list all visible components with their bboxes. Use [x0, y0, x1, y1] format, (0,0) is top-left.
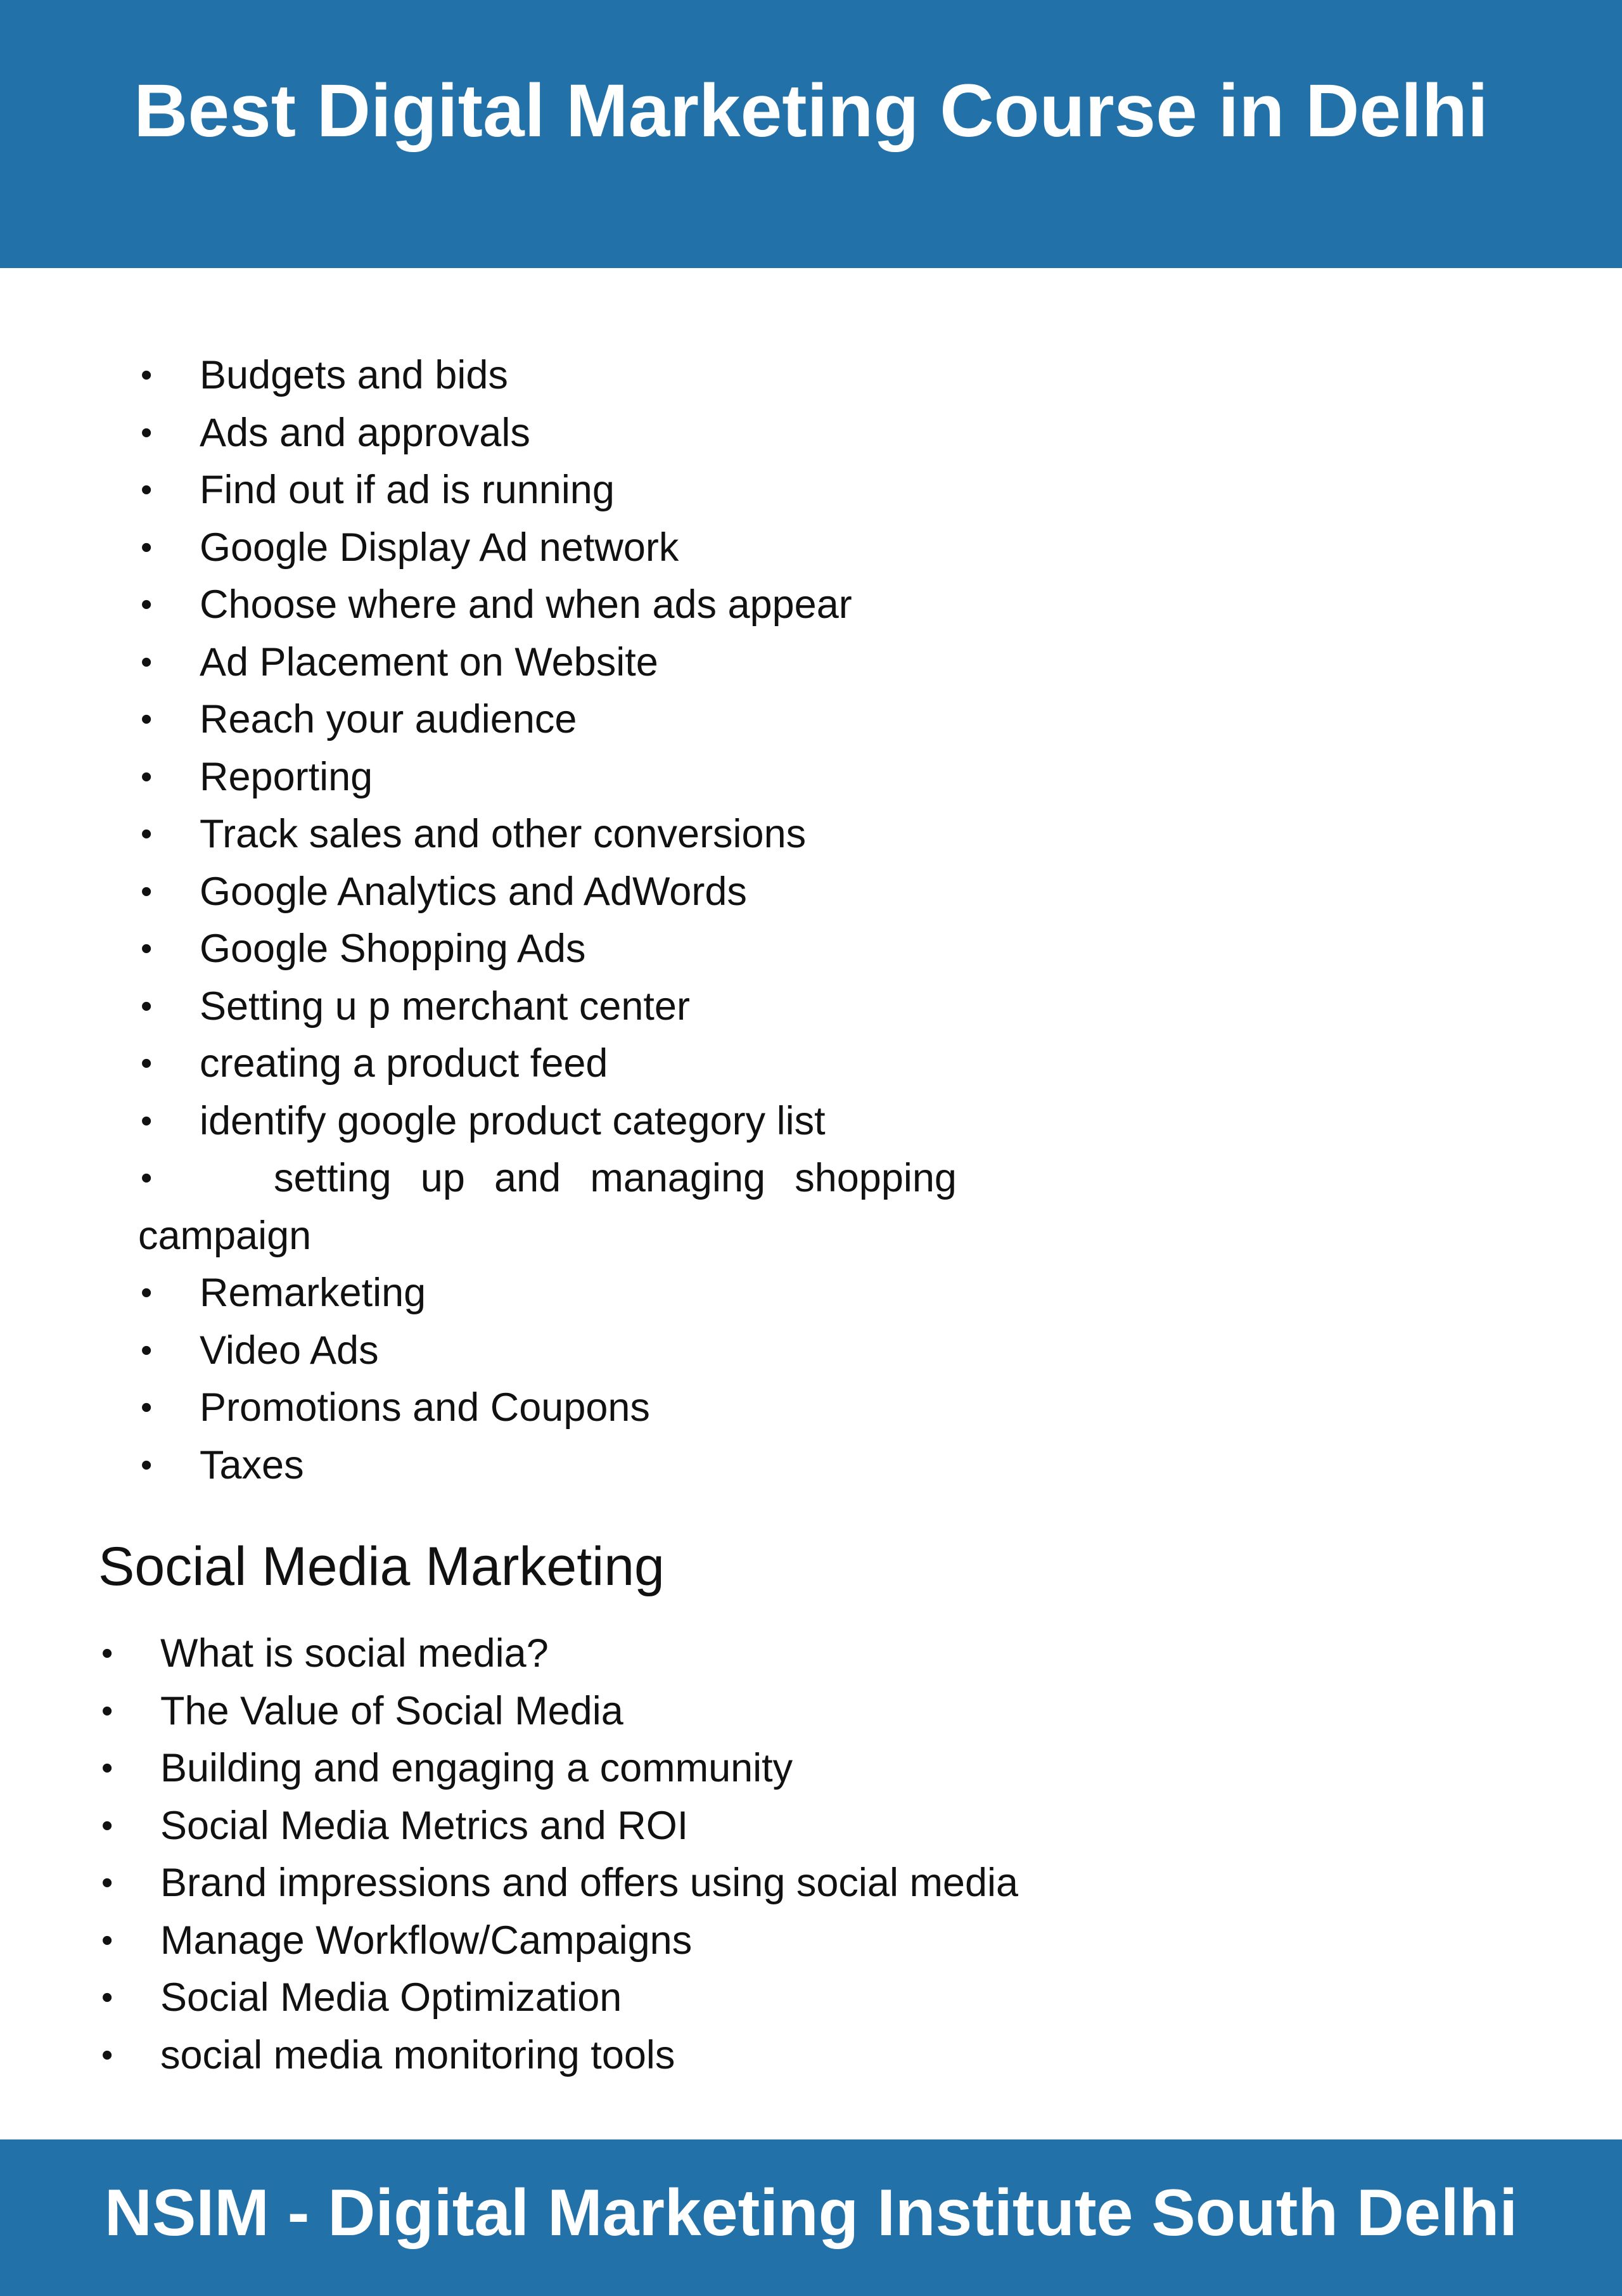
list-item: [0, 347, 1622, 404]
bullet-icon: •: [101, 2036, 113, 2074]
list-item-text: identify google product category list: [200, 1098, 826, 1143]
list-item: [0, 1683, 1622, 1740]
bullet-icon: •: [101, 1864, 113, 1901]
list-item: [0, 576, 1622, 634]
wrapped-item-word: and: [494, 1156, 561, 1200]
list-item-wrapped: [0, 1150, 1622, 1264]
bullet-icon: •: [141, 873, 153, 910]
bullet-icon: •: [141, 1389, 153, 1426]
bullet-icon: •: [101, 1750, 113, 1786]
bullet-icon: •: [141, 357, 153, 394]
bullet-icon: •: [141, 987, 153, 1025]
bullet-icon: •: [141, 1446, 153, 1484]
list-item-text: Video Ads: [200, 1328, 379, 1373]
list-item-text: What is social media?: [160, 1631, 549, 1676]
bullet-icon: •: [141, 529, 153, 566]
list-item: [0, 1912, 1622, 1970]
list-item: [0, 748, 1622, 806]
bullet-icon: •: [141, 1102, 153, 1139]
bullet-icon: •: [141, 1331, 153, 1369]
wrapped-item-word: up: [420, 1156, 465, 1200]
page-title: Best Digital Marketing Course in Delhi: [134, 69, 1488, 153]
list-item: [0, 1854, 1622, 1912]
list-item: [0, 1797, 1622, 1855]
list-item-text: Social Media Metrics and ROI: [160, 1803, 689, 1848]
list-item: [0, 978, 1622, 1036]
list-item-text: Reporting: [200, 754, 373, 799]
list-item-text: Ads and approvals: [200, 410, 530, 455]
bullet-icon: •: [101, 1921, 113, 1959]
footer-title: NSIM - Digital Marketing Institute South Delhi: [104, 2176, 1518, 2250]
bullet-icon: •: [101, 1692, 113, 1729]
footer-banner: [0, 2139, 1622, 2296]
list-item: [0, 519, 1622, 577]
bullet-icon: •: [101, 1807, 113, 1844]
list-item: [0, 404, 1622, 462]
wrapped-item-first-line: [274, 1150, 957, 1207]
bullet-icon: •: [141, 1160, 153, 1196]
list-item: [0, 1969, 1622, 2027]
wrapped-item-word: managing: [590, 1156, 766, 1200]
list-item-text: creating a product feed: [200, 1041, 608, 1086]
bullet-icon: •: [141, 471, 153, 508]
list-item-text: Find out if ad is running: [200, 468, 615, 512]
list-item: [0, 1264, 1622, 1322]
list-item-text: Remarketing: [200, 1271, 426, 1315]
list-item: [0, 805, 1622, 863]
list-item-text: Promotions and Coupons: [200, 1385, 650, 1430]
list-item-text: Google Display Ad network: [200, 525, 679, 570]
list-item-text: Google Analytics and AdWords: [200, 869, 747, 914]
list-item-text: Google Shopping Ads: [200, 927, 586, 971]
bullet-icon: •: [141, 1274, 153, 1311]
list-item-text: social media monitoring tools: [160, 2032, 675, 2077]
bullet-icon: •: [141, 586, 153, 623]
list-item-text: Choose where and when ads appear: [200, 582, 852, 627]
list-item: [0, 920, 1622, 978]
bullet-icon: •: [141, 1045, 153, 1082]
list-item-text: Building and engaging a community: [160, 1746, 793, 1790]
list-item: [0, 863, 1622, 921]
list-item-text: Manage Workflow/Campaigns: [160, 1918, 693, 1963]
list-item: [0, 461, 1622, 519]
list-item-text: Setting u p merchant center: [200, 984, 690, 1029]
header-banner: [0, 0, 1622, 268]
bullet-icon: •: [141, 758, 153, 795]
list-item: [0, 1035, 1622, 1093]
bullet-icon: •: [141, 414, 153, 451]
bullet-icon: •: [141, 643, 153, 681]
list-item: [0, 1437, 1622, 1494]
list-item: [0, 1322, 1622, 1380]
bullet-icon: •: [141, 701, 153, 738]
list-item-text: Budgets and bids: [200, 353, 508, 397]
social-media-topic-list: [0, 1625, 1622, 2084]
list-item: [0, 1379, 1622, 1437]
bullet-icon: •: [141, 816, 153, 852]
list-item-text: The Value of Social Media: [160, 1688, 623, 1733]
bullet-icon: •: [101, 1635, 113, 1672]
list-item: [0, 1093, 1622, 1150]
list-item-text: Brand impressions and offers using social media: [160, 1861, 1019, 1905]
bullet-icon: •: [141, 930, 153, 967]
list-item-text: Social Media Optimization: [160, 1975, 622, 2020]
list-item: [0, 1740, 1622, 1797]
list-item-text: Reach your audience: [200, 697, 577, 741]
list-item: [0, 691, 1622, 748]
list-item: [0, 2027, 1622, 2084]
wrapped-item-word: setting: [274, 1156, 392, 1200]
bullet-icon: •: [101, 1979, 113, 2016]
list-item: [0, 634, 1622, 691]
list-item-text: Ad Placement on Website: [200, 639, 658, 684]
list-item-text: Taxes: [200, 1442, 304, 1487]
list-item: [0, 1625, 1622, 1683]
wrapped-item-continuation: campaign: [138, 1213, 312, 1258]
section-heading-social-media: Social Media Marketing: [98, 1536, 665, 1597]
wrapped-item-word: shopping: [795, 1156, 957, 1200]
list-item-text: Track sales and other conversions: [200, 812, 807, 856]
course-topic-list: [0, 347, 1622, 1494]
